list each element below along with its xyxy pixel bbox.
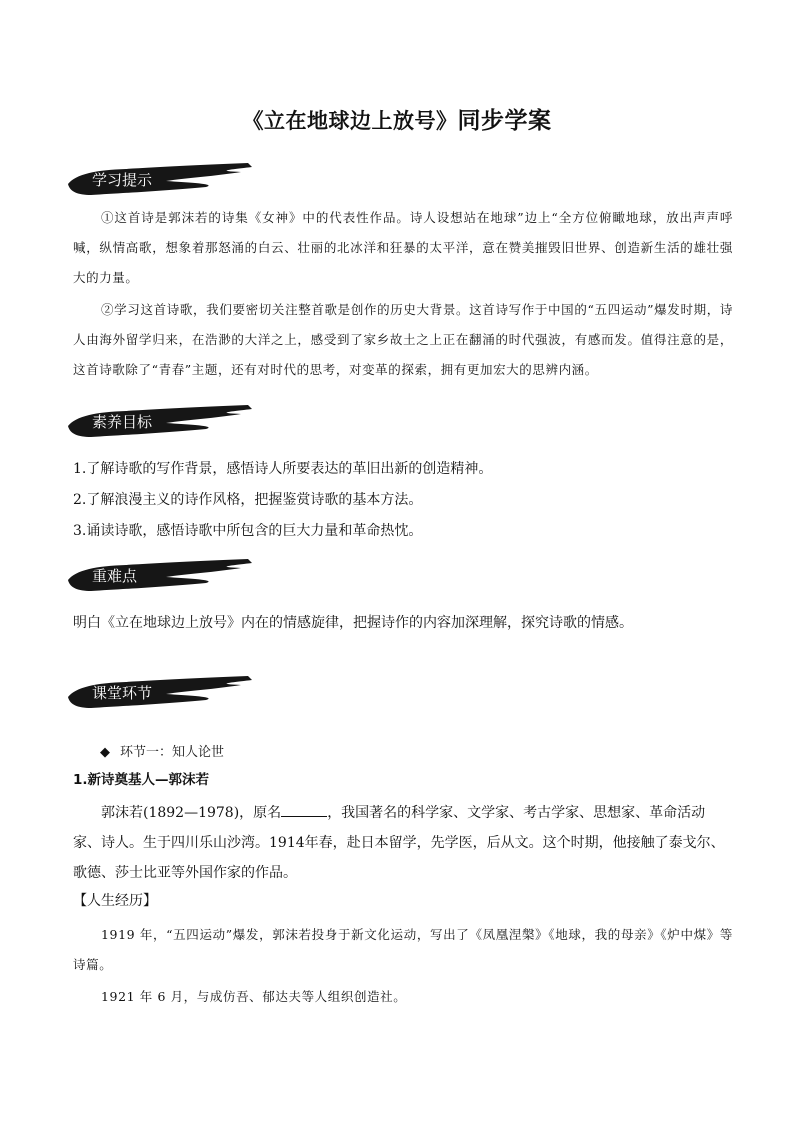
intro-paragraph [73,798,733,888]
life-heading: 【人生经历】 [73,893,157,909]
subsection-heading: 1.新诗奠基人—郭沫若 [73,772,210,788]
section-label-tips: 学习提示 [92,171,153,189]
goal-item-1: 1.了解诗歌的写作背景，感悟诗人所要表达的革旧出新的创造精神。 [73,461,493,477]
title-suffix: 同步学案 [457,108,552,134]
section-label-goals: 素养目标 [92,413,153,431]
life-paragraph-2: 1921 年 6 月，与成仿吾、郁达夫等人组织创造社。 [101,989,407,1004]
fill-blank[interactable] [281,804,327,817]
key-point-text: 明白《立在地球边上放号》内在的情感旋律，把握诗作的内容加深理解，探究诗歌的情感。 [73,615,633,631]
goal-item-3: 3.诵读诗歌，感悟诗歌中所包含的巨大力量和革命热忱。 [73,523,423,539]
goal-item-2: 2.了解浪漫主义的诗作风格，把握鉴赏诗歌的基本方法。 [73,492,423,508]
section-label-key: 重难点 [92,567,138,585]
tips-paragraph-2: ②学习这首诗歌，我们要密切关注整首歌是创作的历史大背景。这首诗写作于中国的“五四运动”爆发时期，诗人由海外留学归来，在浩渺的大洋之上，感受到了家乡故土之上正在翻涌的时代强波，有感而发。值得注意的是，这首诗歌除了“青春”主题，还有对时代的思考，对变革的探索，拥有更加宏大的思辨内涵。 [73,302,733,377]
bullet-item [100,741,224,760]
intro-text-b: ，我国著名的科学家、文学家、考古学家、思想家、革命活动家、诗人。生于四川乐山沙湾。1914年春，赴日本留学，先学医，后从文。这个时期，他接触了泰戈尔、歌德、莎士比亚等外国作家的作品。 [73,805,725,881]
intro-text-a: 郭沫若(1892—1978)，原名 [101,805,282,821]
title-main: 《立在地球边上放号》 [242,109,458,133]
page-title [0,102,794,135]
section-label-class: 课堂环节 [92,684,153,702]
section-banner-class [66,675,252,709]
section-banner-goals [66,404,252,438]
bullet-text: 环节一：知人论世 [120,745,225,760]
tips-paragraph-1: ①这首诗是郭沫若的诗集《女神》中的代表性作品。诗人设想站在地球”边上“全方位俯瞰地球，放出声声呼喊，纵情高歌，想象着那怒涌的白云、壮丽的北冰洋和狂暴的太平洋，意在赞美摧毁旧世界、创造新生活的雄壮强大的力量。 [73,210,733,285]
section-banner-key [66,558,252,592]
diamond-icon: ◆ [100,745,110,760]
life-paragraph-1: 1919 年，“五四运动”爆发，郭沫若投身于新文化运动，写出了《凤凰涅槃》《地球，我的母亲》《炉中煤》等诗篇。 [73,927,733,972]
section-banner-tips [66,162,252,196]
